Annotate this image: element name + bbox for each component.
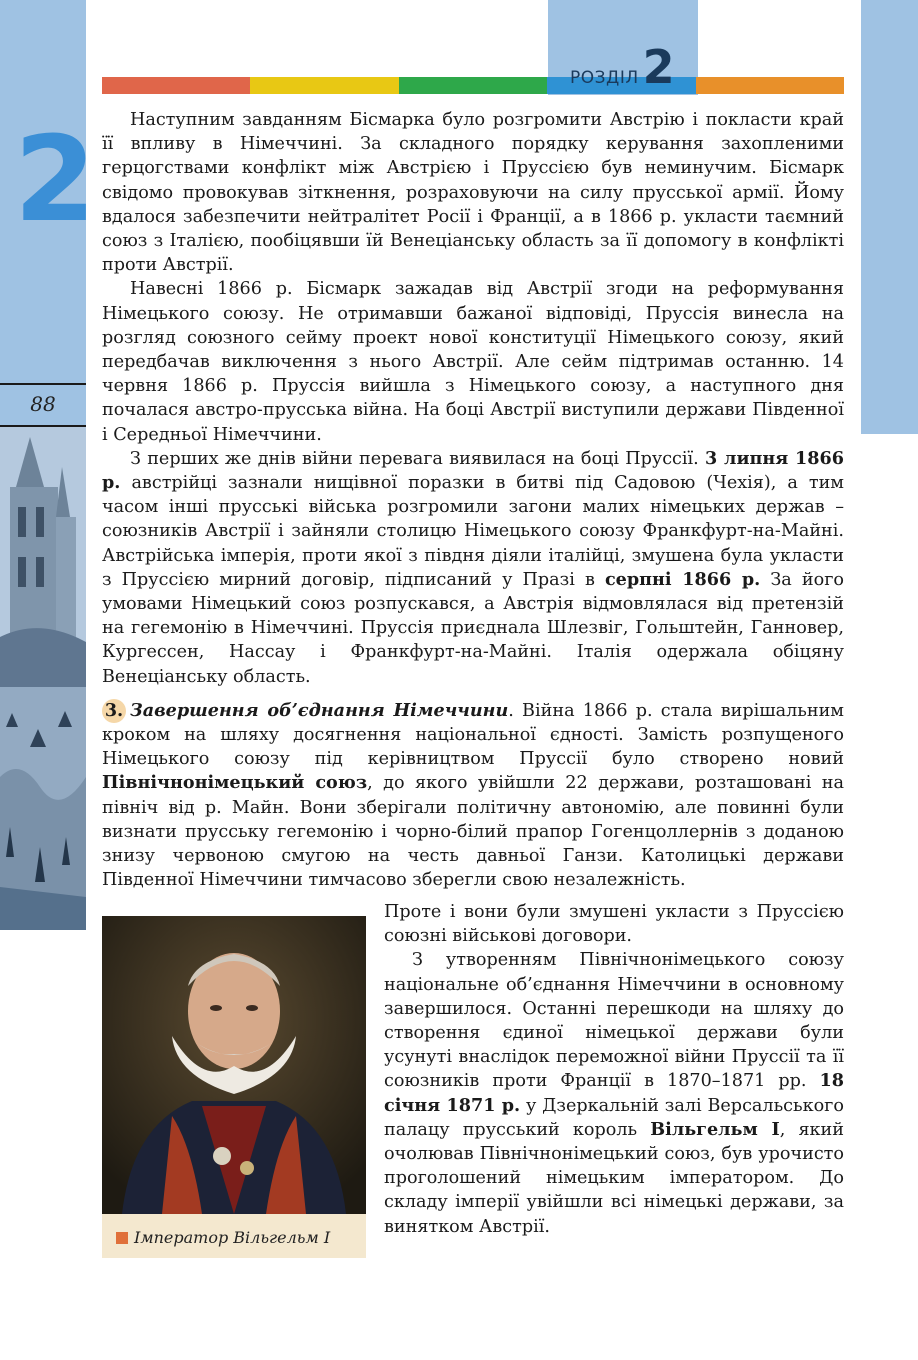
- paragraph-3: [102, 447, 844, 689]
- section-number-badge: 3.: [102, 699, 126, 723]
- chapter-number: 2: [642, 40, 675, 94]
- stripe-segment-orange: [696, 77, 844, 94]
- p3-date-july: 3 липня 1866 р.: [102, 447, 844, 494]
- chapter-word: РОЗДІЛ: [570, 68, 639, 88]
- caption-text: Імператор Вільгельм І: [134, 1228, 331, 1247]
- p5-text-c: у Дзеркальній залі Версальського палацу прусський король: [384, 1095, 844, 1140]
- page-number-rule-top: [0, 383, 86, 385]
- p3-text-a: З перших же днів війни перевага виявилася на боці Пруссії.: [130, 448, 706, 469]
- narrow-text-column: [384, 900, 844, 1239]
- portrait-figure: [102, 916, 366, 1258]
- p4-text-a: . Війна 1866 р. стала вирішальним кроком на шляху досягнення національної єдності. Замість розпущеного Німецького союзу під керівництвом Пруссії було створено новий: [102, 700, 844, 770]
- engraving-illustration: [0, 427, 86, 930]
- stripe-segment-yellow: [250, 77, 398, 94]
- p3-text-c: австрійці зазнали нищівної поразки в битві під Садовою (Чехія), а тим часом інші прусські війська розгромили загони малих німецьких держав – союзників Австрії і зайняли столицю Німецького союзу Франкфурт-на-Майні. Австрійська імперія, проти якої з півдня діяли італійці, змушена була укласти з Пруссією мирний договір, підписаний у Празі в: [102, 473, 844, 590]
- chapter-label: [570, 40, 675, 94]
- left-margin-band: [0, 0, 97, 930]
- section-title: Завершення об’єднання Німеччини: [130, 699, 509, 721]
- p5-wilhelm: Вільгельм І: [650, 1118, 780, 1140]
- p3-date-august: серпні 1866 р.: [604, 568, 761, 590]
- page-number: 88: [30, 392, 56, 416]
- p5-text-a: З утворенням Північнонімецького союзу національне об’єднання Німеччини в основному завершилося. Останні перешкоди на шляху до створення єдиної німецької держави були усунуті внаслідок переможної війни Пруссії та її союзників проти Франції в 1870–1871 рр.: [384, 950, 844, 1092]
- paragraph-5: [384, 948, 844, 1238]
- gothic-tower-engraving-icon: [0, 427, 86, 930]
- chapter-side-digit: 2: [14, 110, 97, 248]
- stripe-segment-red: [102, 77, 250, 94]
- p4-text-c: , до якого увійшли 22 держави, розташовані на північ від р. Майн. Вони зберігали політичну автономію, але повинні були визнати прусську гегемонію і чорно-білий прапор Гогенцоллернів з доданою знизу червоною смугою на честь давньої Ганзи. Католицькі держави Південної Німеччини тимчасово зберегли свою незалежність.: [102, 773, 844, 891]
- paragraph-4-continued: Проте і вони були змушені укласти з Пруссією союзні військові договори.: [384, 902, 844, 947]
- p5-text-e: , який очолював Північнонімецький союз, був урочисто проголошений німецьким імператором. До складу імперії увійшли всі німецькі держави, за винятком Австрії.: [384, 1119, 844, 1237]
- portrait-image: [102, 916, 366, 1214]
- caption-square-icon: [116, 1232, 128, 1244]
- paragraph-1: Наступним завданням Бісмарка було розгромити Австрію і покласти край її впливу в Німеччині. За складного порядку керування захопленими герцогствами конфлікт між Австрією і Пруссією був неминучим. Бісмарк свідомо провокував зіткнення, розраховуючи на силу прусської армії. Йому вдалося забезпечити нейтралітет Росії і Франції, а в 1866 р. укласти таємний союз з Італією, пообіцявши їй Венеціанську область за її допомогу в конфлікті проти Австрії.: [102, 110, 844, 276]
- paragraph-2: Навесні 1866 р. Бісмарк зажадав від Австрії згоди на реформування Німецького союзу. Не отримавши бажаної відповіді, Пруссія винесла на розгляд союзного сейму проект нової конституції Німецького союзу, який передбачав виключення з нього Австрії. Але сейм підтримав останню. 14 червня 1866 р. Пруссія вийшла з Німецького союзу, а наступного дня почалася австро-прусська війна. На боці Австрії виступили держави Південної і Середньої Німеччини.: [102, 279, 844, 445]
- right-margin-band: [861, 0, 918, 434]
- p3-text-e: За його умовами Німецький союз розпускався, а Австрія відмовлялася від претензій на гегемонію в Німеччині. Пруссія приєднала Шлезвіг, Гольштейн, Ганновер, Кургессен, Нассау і Франкфурт-на-Майні. Італія одержала обіцяну Венеціанську область.: [102, 569, 845, 687]
- main-text-column: [102, 108, 844, 893]
- stripe-segment-green: [399, 77, 547, 94]
- header-color-stripe: [102, 77, 844, 94]
- paragraph-4: [102, 699, 844, 893]
- p5-date-january: 18 січня 1871 р.: [384, 1070, 844, 1116]
- portrait-caption: [102, 1218, 366, 1258]
- p4-north-german-union: Північнонімецький союз: [102, 772, 368, 794]
